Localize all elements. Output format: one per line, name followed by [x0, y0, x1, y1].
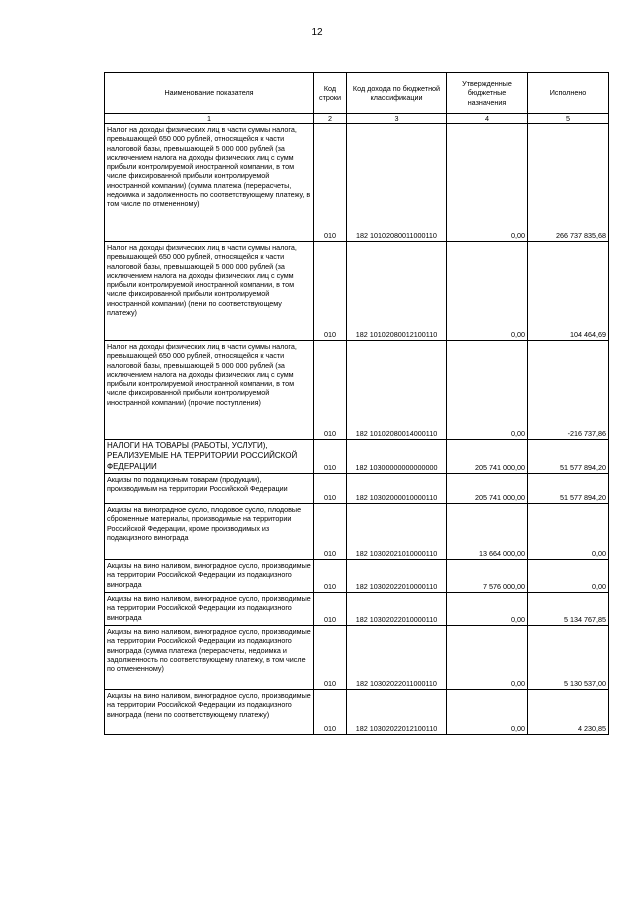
- line-code: 010: [314, 242, 347, 341]
- table-row: [105, 124, 609, 242]
- page-number: 12: [311, 27, 323, 38]
- executed-amount: 0,00: [528, 560, 609, 593]
- indicator-name: Акцизы на вино наливом, виноградное сусло, производимые на территории Российской Федерации из подакцизного винограда (сумма платежа (перерасчеты, недоимка и задолженность по соответствующему платежу, в том числе по отмененному): [105, 626, 314, 690]
- executed-amount: 51 577 894,20: [528, 474, 609, 504]
- approved-amount: 0,00: [447, 124, 528, 242]
- executed-amount: 4 230,85: [528, 690, 609, 735]
- column-number: 4: [447, 114, 528, 124]
- income-code: 182 10300000000000000: [347, 440, 447, 474]
- approved-amount: 205 741 000,00: [447, 474, 528, 504]
- column-number: 2: [314, 114, 347, 124]
- column-number-row: [105, 114, 609, 124]
- income-code: 182 10102080011000110: [347, 124, 447, 242]
- line-code: 010: [314, 341, 347, 440]
- executed-amount: 5 134 767,85: [528, 593, 609, 626]
- indicator-name: Акцизы на вино наливом, виноградное сусло, производимые на территории Российской Федерации из подакцизного винограда: [105, 593, 314, 626]
- income-code: 182 10302022010000110: [347, 593, 447, 626]
- table-row: [105, 504, 609, 560]
- header-income-code: Код дохода по бюджетной классификации: [347, 73, 447, 114]
- indicator-name: Акцизы на виноградное сусло, плодовое сусло, плодовые сброженные материалы, производимые на территории Российской Федерации, кроме производимых из подакцизного винограда: [105, 504, 314, 560]
- header-indicator-name: Наименование показателя: [105, 73, 314, 114]
- approved-amount: 0,00: [447, 593, 528, 626]
- executed-amount: 0,00: [528, 504, 609, 560]
- approved-amount: 205 741 000,00: [447, 440, 528, 474]
- table-row: [105, 474, 609, 504]
- line-code: 010: [314, 124, 347, 242]
- header-approved: Утвержденные бюджетные назначения: [447, 73, 528, 114]
- table-row: [105, 341, 609, 440]
- approved-amount: 0,00: [447, 242, 528, 341]
- column-number: 1: [105, 114, 314, 124]
- income-code: 182 10302022011000110: [347, 626, 447, 690]
- executed-amount: 266 737 835,68: [528, 124, 609, 242]
- income-code: 182 10302022010000110: [347, 560, 447, 593]
- column-number: 3: [347, 114, 447, 124]
- approved-amount: 0,00: [447, 626, 528, 690]
- table-row: [105, 626, 609, 690]
- approved-amount: 0,00: [447, 690, 528, 735]
- header-row: [105, 73, 609, 114]
- income-code: 182 10102080014000110: [347, 341, 447, 440]
- income-code: 182 10302000010000110: [347, 474, 447, 504]
- executed-amount: 5 130 537,00: [528, 626, 609, 690]
- approved-amount: 7 576 000,00: [447, 560, 528, 593]
- executed-amount: 104 464,69: [528, 242, 609, 341]
- line-code: 010: [314, 626, 347, 690]
- indicator-name: Акцизы на вино наливом, виноградное сусло, производимые на территории Российской Федерации из подакцизного винограда (пени по соответствующему платежу): [105, 690, 314, 735]
- income-code: 182 10302021010000110: [347, 504, 447, 560]
- column-number: 5: [528, 114, 609, 124]
- line-code: 010: [314, 560, 347, 593]
- line-code: 010: [314, 593, 347, 626]
- approved-amount: 0,00: [447, 341, 528, 440]
- indicator-name: НАЛОГИ НА ТОВАРЫ (РАБОТЫ, УСЛУГИ), РЕАЛИЗУЕМЫЕ НА ТЕРРИТОРИИ РОССИЙСКОЙ ФЕДЕРАЦИИ: [105, 440, 314, 474]
- indicator-name: Акцизы на вино наливом, виноградное сусло, производимые на территории Российской Федерации из подакцизного винограда: [105, 560, 314, 593]
- executed-amount: 51 577 894,20: [528, 440, 609, 474]
- income-code: 182 10302022012100110: [347, 690, 447, 735]
- table-row: [105, 560, 609, 593]
- approved-amount: 13 664 000,00: [447, 504, 528, 560]
- line-code: 010: [314, 504, 347, 560]
- indicator-name: Налог на доходы физических лиц в части суммы налога, превышающей 650 000 рублей, относящейся к части налоговой базы, превышающей 5 000 000 рублей (за исключением налога на доходы физических лиц с сумм прибыли контролируемой иностранной компании, в том числе фиксированной прибыли контролируемой иностранной компании) (пени по соответствующему платежу): [105, 242, 314, 341]
- table-row: [105, 690, 609, 735]
- budget-report-table: [104, 72, 609, 735]
- line-code: 010: [314, 690, 347, 735]
- header-executed: Исполнено: [528, 73, 609, 114]
- line-code: 010: [314, 440, 347, 474]
- table-row: [105, 593, 609, 626]
- indicator-name: Акцизы по подакцизным товарам (продукции), производимым на территории Российской Федерации: [105, 474, 314, 504]
- table-row: [105, 242, 609, 341]
- income-code: 182 10102080012100110: [347, 242, 447, 341]
- table-row: [105, 440, 609, 474]
- indicator-name: Налог на доходы физических лиц в части суммы налога, превышающей 650 000 рублей, относящейся к части налоговой базы, превышающей 5 000 000 рублей (за исключением налога на доходы физических лиц с сумм прибыли контролируемой иностранной компании, в том числе фиксированной прибыли контролируемой иностранной компании) (сумма платежа (перерасчеты, недоимка и задолженность по соответствующему платежу, в том числе по отмененному): [105, 124, 314, 242]
- indicator-name: Налог на доходы физических лиц в части суммы налога, превышающей 650 000 рублей, относящейся к части налоговой базы, превышающей 5 000 000 рублей (за исключением налога на доходы физических лиц с сумм прибыли контролируемой иностранной компании, в том числе фиксированной прибыли контролируемой иностранной компании) (прочие поступления): [105, 341, 314, 440]
- header-line-code: Код строки: [314, 73, 347, 114]
- executed-amount: -216 737,86: [528, 341, 609, 440]
- line-code: 010: [314, 474, 347, 504]
